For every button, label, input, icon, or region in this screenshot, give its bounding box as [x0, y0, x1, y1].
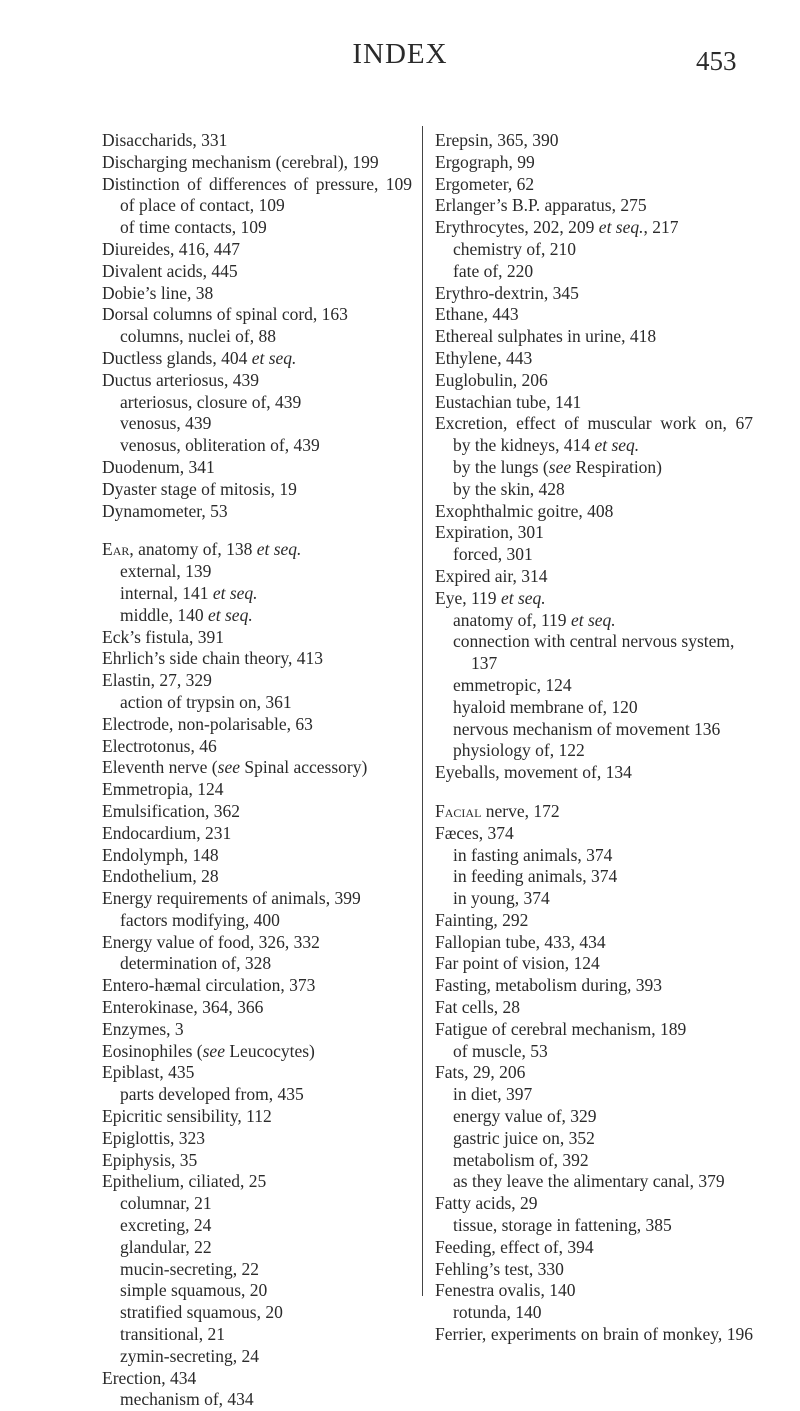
entry-text: Exophthalmic goitre, 408: [435, 500, 614, 521]
entry-text: metabolism of, 392: [453, 1149, 589, 1170]
entry-text: Ethylene, 443: [435, 347, 533, 368]
index-entry: [435, 392, 753, 414]
index-subentry: [435, 1302, 753, 1324]
entry-text: Fasting, metabolism during, 393: [435, 975, 663, 996]
index-entry: [102, 457, 412, 479]
index-entry: [102, 1106, 412, 1128]
index-subentry: [102, 1237, 412, 1259]
entry-text: columnar, 21: [120, 1193, 212, 1214]
entry-text: mechanism of, 434: [120, 1389, 254, 1410]
entry-italic: et seq.: [570, 609, 616, 630]
index-entry: [435, 283, 753, 305]
entry-text: Electrode, non-polarisable, 63: [102, 713, 313, 734]
entry-text: Eck’s fistula, 391: [102, 626, 224, 647]
entry-text: external, 139: [120, 561, 212, 582]
entry-text: Ethereal sulphates in urine, 418: [435, 326, 657, 347]
index-subentry: [102, 217, 412, 239]
entry-text: Eustachian tube, 141: [435, 391, 582, 412]
entry-text: gastric juice on, 352: [453, 1127, 595, 1148]
entry-text: Ductus arteriosus, 439: [102, 369, 259, 390]
index-subentry: [435, 697, 753, 719]
index-entry: [102, 1128, 412, 1150]
index-entry: [435, 932, 753, 954]
index-entry: [102, 1150, 412, 1172]
entry-text: Entero-hæmal circulation, 373: [102, 975, 316, 996]
entry-italic: see: [202, 1040, 225, 1061]
entry-post: Leucocytes): [224, 1040, 315, 1061]
entry-text: forced, 301: [453, 544, 533, 565]
entry-text: Erlanger’s B.P. apparatus, 275: [435, 195, 647, 216]
index-entry: [102, 736, 412, 758]
index-subentry: [102, 435, 412, 457]
entry-text: Ergometer, 62: [435, 173, 535, 194]
entry-text: Epithelium, ciliated, 25: [102, 1171, 267, 1192]
entry-text: Emmetropia, 124: [102, 779, 224, 800]
index-subentry: [102, 583, 412, 605]
index-subentry: [435, 1041, 753, 1063]
entry-text: Fallopian tube, 433, 434: [435, 931, 606, 952]
entry-pre: by the lungs (: [453, 456, 549, 477]
index-entry: [435, 217, 753, 239]
index-subentry: [435, 239, 753, 261]
index-subentry: [102, 1259, 412, 1281]
entry-text: Fatigue of cerebral mechanism, 189: [435, 1018, 687, 1039]
entry-post: , 217: [643, 217, 679, 238]
index-entry: [435, 326, 753, 348]
index-entry: [102, 539, 412, 561]
entry-text: venosus, 439: [120, 413, 212, 434]
index-entry: [102, 779, 412, 801]
index-entry: [102, 866, 412, 888]
index-subentry: [435, 740, 753, 762]
entry-text: Excretion, effect of muscular work on, 67: [435, 413, 753, 434]
index-entry: [102, 801, 412, 823]
entry-text: Enzymes, 3: [102, 1018, 184, 1039]
entry-text: Expired air, 314: [435, 565, 548, 586]
entry-sc: Ear: [102, 539, 130, 560]
page-number: 453: [696, 46, 737, 76]
index-entry: [102, 348, 412, 370]
index-entry: [435, 370, 753, 392]
entry-text: Epiphysis, 35: [102, 1149, 198, 1170]
entry-text: Endothelium, 28: [102, 866, 219, 887]
entry-text: Energy value of food, 326, 332: [102, 931, 320, 952]
index-entry: [435, 975, 753, 997]
entry-text: Expiration, 301: [435, 522, 544, 543]
entry-text: Fehling’s test, 330: [435, 1258, 564, 1279]
entry-pre: middle, 140: [120, 604, 208, 625]
entry-pre: Eleventh nerve (: [102, 757, 218, 778]
entry-text: Ergograph, 99: [435, 151, 535, 172]
entry-text: Ehrlich’s side chain theory, 413: [102, 648, 323, 669]
entry-text: in young, 374: [453, 888, 550, 909]
entry-pre: Eosinophiles (: [102, 1040, 203, 1061]
index-entry: [102, 261, 412, 283]
entry-text: Epiglottis, 323: [102, 1127, 206, 1148]
index-entry: [102, 370, 412, 392]
entry-text: Dyaster stage of mitosis, 19: [102, 478, 297, 499]
index-subentry: [435, 1171, 753, 1193]
entry-text: Disaccharids, 331: [102, 130, 228, 150]
index-subentry: [102, 1193, 412, 1215]
entry-text: Electrotonus, 46: [102, 735, 217, 756]
entry-text: stratified squamous, 20: [120, 1302, 283, 1323]
entry-text: Erepsin, 365, 390: [435, 130, 559, 150]
index-subentry: [102, 1084, 412, 1106]
entry-text: Fatty acids, 29: [435, 1193, 538, 1214]
index-subentry: [102, 326, 412, 348]
entry-text: Endocardium, 231: [102, 822, 232, 843]
index-entry: [435, 195, 753, 217]
index-subentry: [102, 1324, 412, 1346]
index-subentry: [435, 631, 753, 675]
running-header-title: INDEX: [352, 38, 448, 70]
entry-italic: et seq.: [212, 582, 258, 603]
index-entry: [435, 152, 753, 174]
index-entry: [435, 997, 753, 1019]
entry-text: fate of, 220: [453, 260, 534, 281]
entry-italic: et seq.: [594, 435, 640, 456]
entry-sc: Facial: [435, 800, 482, 821]
entry-italic: et seq.: [207, 604, 253, 625]
index-subentry: [435, 866, 753, 888]
entry-italic: et seq.: [598, 217, 644, 238]
entry-text: parts developed from, 435: [120, 1084, 304, 1105]
index-entry: [102, 1019, 412, 1041]
entry-post: Spinal accessory): [240, 757, 368, 778]
entry-pre: Ductless glands, 404: [102, 347, 252, 368]
index-subentry: [435, 888, 753, 910]
entry-text: Endolymph, 148: [102, 844, 219, 865]
entry-text: Emulsification, 362: [102, 800, 241, 821]
entry-text: Ethane, 443: [435, 304, 519, 325]
entry-pre: Eye, 119: [435, 587, 501, 608]
index-subentry: [435, 1128, 753, 1150]
index-entry: [102, 1041, 412, 1063]
entry-text: Erythro-dextrin, 345: [435, 282, 579, 303]
index-entry: [435, 1062, 753, 1084]
index-column-left: [102, 130, 412, 1411]
index-entry: [435, 413, 753, 435]
entry-pre: , anatomy of, 138: [129, 539, 257, 560]
index-subentry: [102, 1302, 412, 1324]
index-entry: [435, 1280, 753, 1302]
entry-text: Elastin, 27, 329: [102, 670, 212, 691]
entry-text: arteriosus, closure of, 439: [120, 391, 302, 412]
index-subentry: [102, 195, 412, 217]
entry-text: Fats, 29, 206: [435, 1062, 526, 1083]
index-entry: [102, 932, 412, 954]
entry-text: Feeding, effect of, 394: [435, 1236, 594, 1257]
entry-text: Fainting, 292: [435, 909, 529, 930]
index-entry: [102, 757, 412, 779]
entry-italic: et seq.: [256, 539, 302, 560]
index-entry: [102, 1171, 412, 1193]
entry-text: physiology of, 122: [453, 740, 585, 761]
entry-text: Ferrier, experiments on brain of monkey, 196: [435, 1324, 753, 1345]
index-subentry: [102, 392, 412, 414]
index-entry: [435, 174, 753, 196]
index-subentry: [435, 675, 753, 697]
entry-text: Fat cells, 28: [435, 997, 521, 1018]
index-subentry: [102, 953, 412, 975]
entry-pre: Erythrocytes, 202, 209: [435, 217, 599, 238]
index-entry: [102, 648, 412, 670]
entry-text: in fasting animals, 374: [453, 844, 613, 865]
index-entry: [435, 566, 753, 588]
index-entry: [435, 588, 753, 610]
entry-pre: by the kidneys, 414: [453, 435, 595, 456]
entry-text: of time contacts, 109: [120, 217, 267, 238]
entry-text: chemistry of, 210: [453, 238, 576, 259]
entry-italic: et seq.: [500, 587, 546, 608]
index-entry: [435, 501, 753, 523]
entry-post: nerve, 172: [481, 800, 560, 821]
entry-italic: see: [548, 456, 572, 477]
entry-text: Epiblast, 435: [102, 1062, 195, 1083]
entry-text: venosus, obliteration of, 439: [120, 435, 320, 456]
entry-text: glandular, 22: [120, 1236, 212, 1257]
index-subentry: [435, 845, 753, 867]
index-subentry: [435, 610, 753, 632]
entry-text: Dorsal columns of spinal cord, 163: [102, 304, 348, 325]
index-entry: [435, 801, 753, 823]
index-entry: [435, 522, 753, 544]
entry-text: Far point of vision, 124: [435, 953, 600, 974]
entry-text: Fæces, 374: [435, 822, 514, 843]
index-entry: [102, 479, 412, 501]
entry-text: connection with central nervous system, 137: [453, 631, 735, 674]
index-entry: [102, 888, 412, 910]
entry-text: factors modifying, 400: [120, 909, 280, 930]
index-subentry: [102, 1280, 412, 1302]
entry-text: by the skin, 428: [453, 478, 565, 499]
index-entry: [435, 1019, 753, 1041]
entry-text: Epicritic sensibility, 112: [102, 1106, 272, 1127]
entry-text: mucin-secreting, 22: [120, 1258, 259, 1279]
index-subentry: [435, 1150, 753, 1172]
index-subentry: [102, 1346, 412, 1368]
entry-text: Discharging mechanism (cerebral), 199: [102, 151, 379, 172]
entry-text: rotunda, 140: [453, 1302, 542, 1323]
entry-post: Respiration): [571, 456, 663, 477]
entry-text: excreting, 24: [120, 1215, 212, 1236]
index-subentry: [102, 1389, 412, 1411]
index-entry: [102, 1062, 412, 1084]
index-subentry: [435, 544, 753, 566]
entry-text: Euglobulin, 206: [435, 369, 548, 390]
index-entry: [102, 304, 412, 326]
entry-text: Dobie’s line, 38: [102, 282, 214, 303]
entry-text: columns, nuclei of, 88: [120, 326, 277, 347]
entry-text: Enterokinase, 364, 366: [102, 997, 264, 1018]
index-subentry: [102, 910, 412, 932]
entry-text: Duodenum, 341: [102, 456, 215, 477]
entry-pre: internal, 141: [120, 582, 213, 603]
entry-text: in diet, 397: [453, 1084, 533, 1105]
entry-text: of muscle, 53: [453, 1040, 548, 1061]
entry-text: in feeding animals, 374: [453, 866, 618, 887]
entry-text: as they leave the alimentary canal, 379: [453, 1171, 725, 1192]
entry-text: Distinction of differences of pressure, 109: [102, 173, 412, 194]
index-entry: [102, 174, 412, 196]
index-entry: [102, 997, 412, 1019]
index-subentry: [102, 692, 412, 714]
index-entry: [102, 670, 412, 692]
index-entry: [435, 762, 753, 784]
index-subentry: [102, 561, 412, 583]
entry-pre: anatomy of, 119: [453, 609, 571, 630]
index-entry: [435, 1193, 753, 1215]
index-entry: [102, 501, 412, 523]
index-subentry: [435, 479, 753, 501]
index-entry: [435, 1324, 753, 1346]
column-divider: [422, 126, 423, 1296]
index-entry: [102, 1368, 412, 1390]
entry-text: Erection, 434: [102, 1367, 197, 1388]
index-entry: [102, 845, 412, 867]
index-entry: [102, 627, 412, 649]
index-entry: [435, 823, 753, 845]
entry-text: determination of, 328: [120, 953, 272, 974]
entry-text: emmetropic, 124: [453, 674, 572, 695]
entry-text: zymin-secreting, 24: [120, 1345, 259, 1366]
index-entry: [435, 130, 753, 152]
index-entry: [102, 130, 412, 152]
entry-text: Fenestra ovalis, 140: [435, 1280, 576, 1301]
index-entry: [435, 1259, 753, 1281]
entry-text: Diureides, 416, 447: [102, 238, 241, 259]
entry-text: tissue, storage in fattening, 385: [453, 1215, 672, 1236]
entry-text: Eyeballs, movement of, 134: [435, 762, 632, 783]
index-subentry: [435, 1215, 753, 1237]
index-entry: [435, 953, 753, 975]
entry-text: of place of contact, 109: [120, 195, 285, 216]
index-entry: [102, 714, 412, 736]
index-entry: [102, 283, 412, 305]
index-subentry: [435, 435, 753, 457]
entry-text: simple squamous, 20: [120, 1280, 268, 1301]
index-entry: [102, 975, 412, 997]
entry-text: action of trypsin on, 361: [120, 691, 292, 712]
index-subentry: [102, 413, 412, 435]
index-entry: [435, 304, 753, 326]
index-subentry: [435, 1106, 753, 1128]
entry-text: Divalent acids, 445: [102, 260, 238, 281]
index-entry: [102, 239, 412, 261]
index-subentry: [102, 605, 412, 627]
index-column-right: [435, 130, 753, 1346]
entry-text: hyaloid membrane of, 120: [453, 696, 638, 717]
entry-text: energy value of, 329: [453, 1106, 597, 1127]
entry-italic: et seq.: [251, 347, 297, 368]
entry-text: nervous mechanism of movement 136: [453, 718, 721, 739]
entry-italic: see: [217, 757, 240, 778]
index-subentry: [435, 719, 753, 741]
entry-text: Dynamometer, 53: [102, 500, 228, 521]
index-entry: [435, 348, 753, 370]
index-entry: [435, 910, 753, 932]
index-subentry: [435, 1084, 753, 1106]
entry-text: transitional, 21: [120, 1324, 225, 1345]
index-subentry: [435, 261, 753, 283]
index-entry: [435, 1237, 753, 1259]
index-entry: [102, 823, 412, 845]
index-subentry: [102, 1215, 412, 1237]
entry-text: Energy requirements of animals, 399: [102, 888, 361, 909]
index-subentry: [435, 457, 753, 479]
index-entry: [102, 152, 412, 174]
